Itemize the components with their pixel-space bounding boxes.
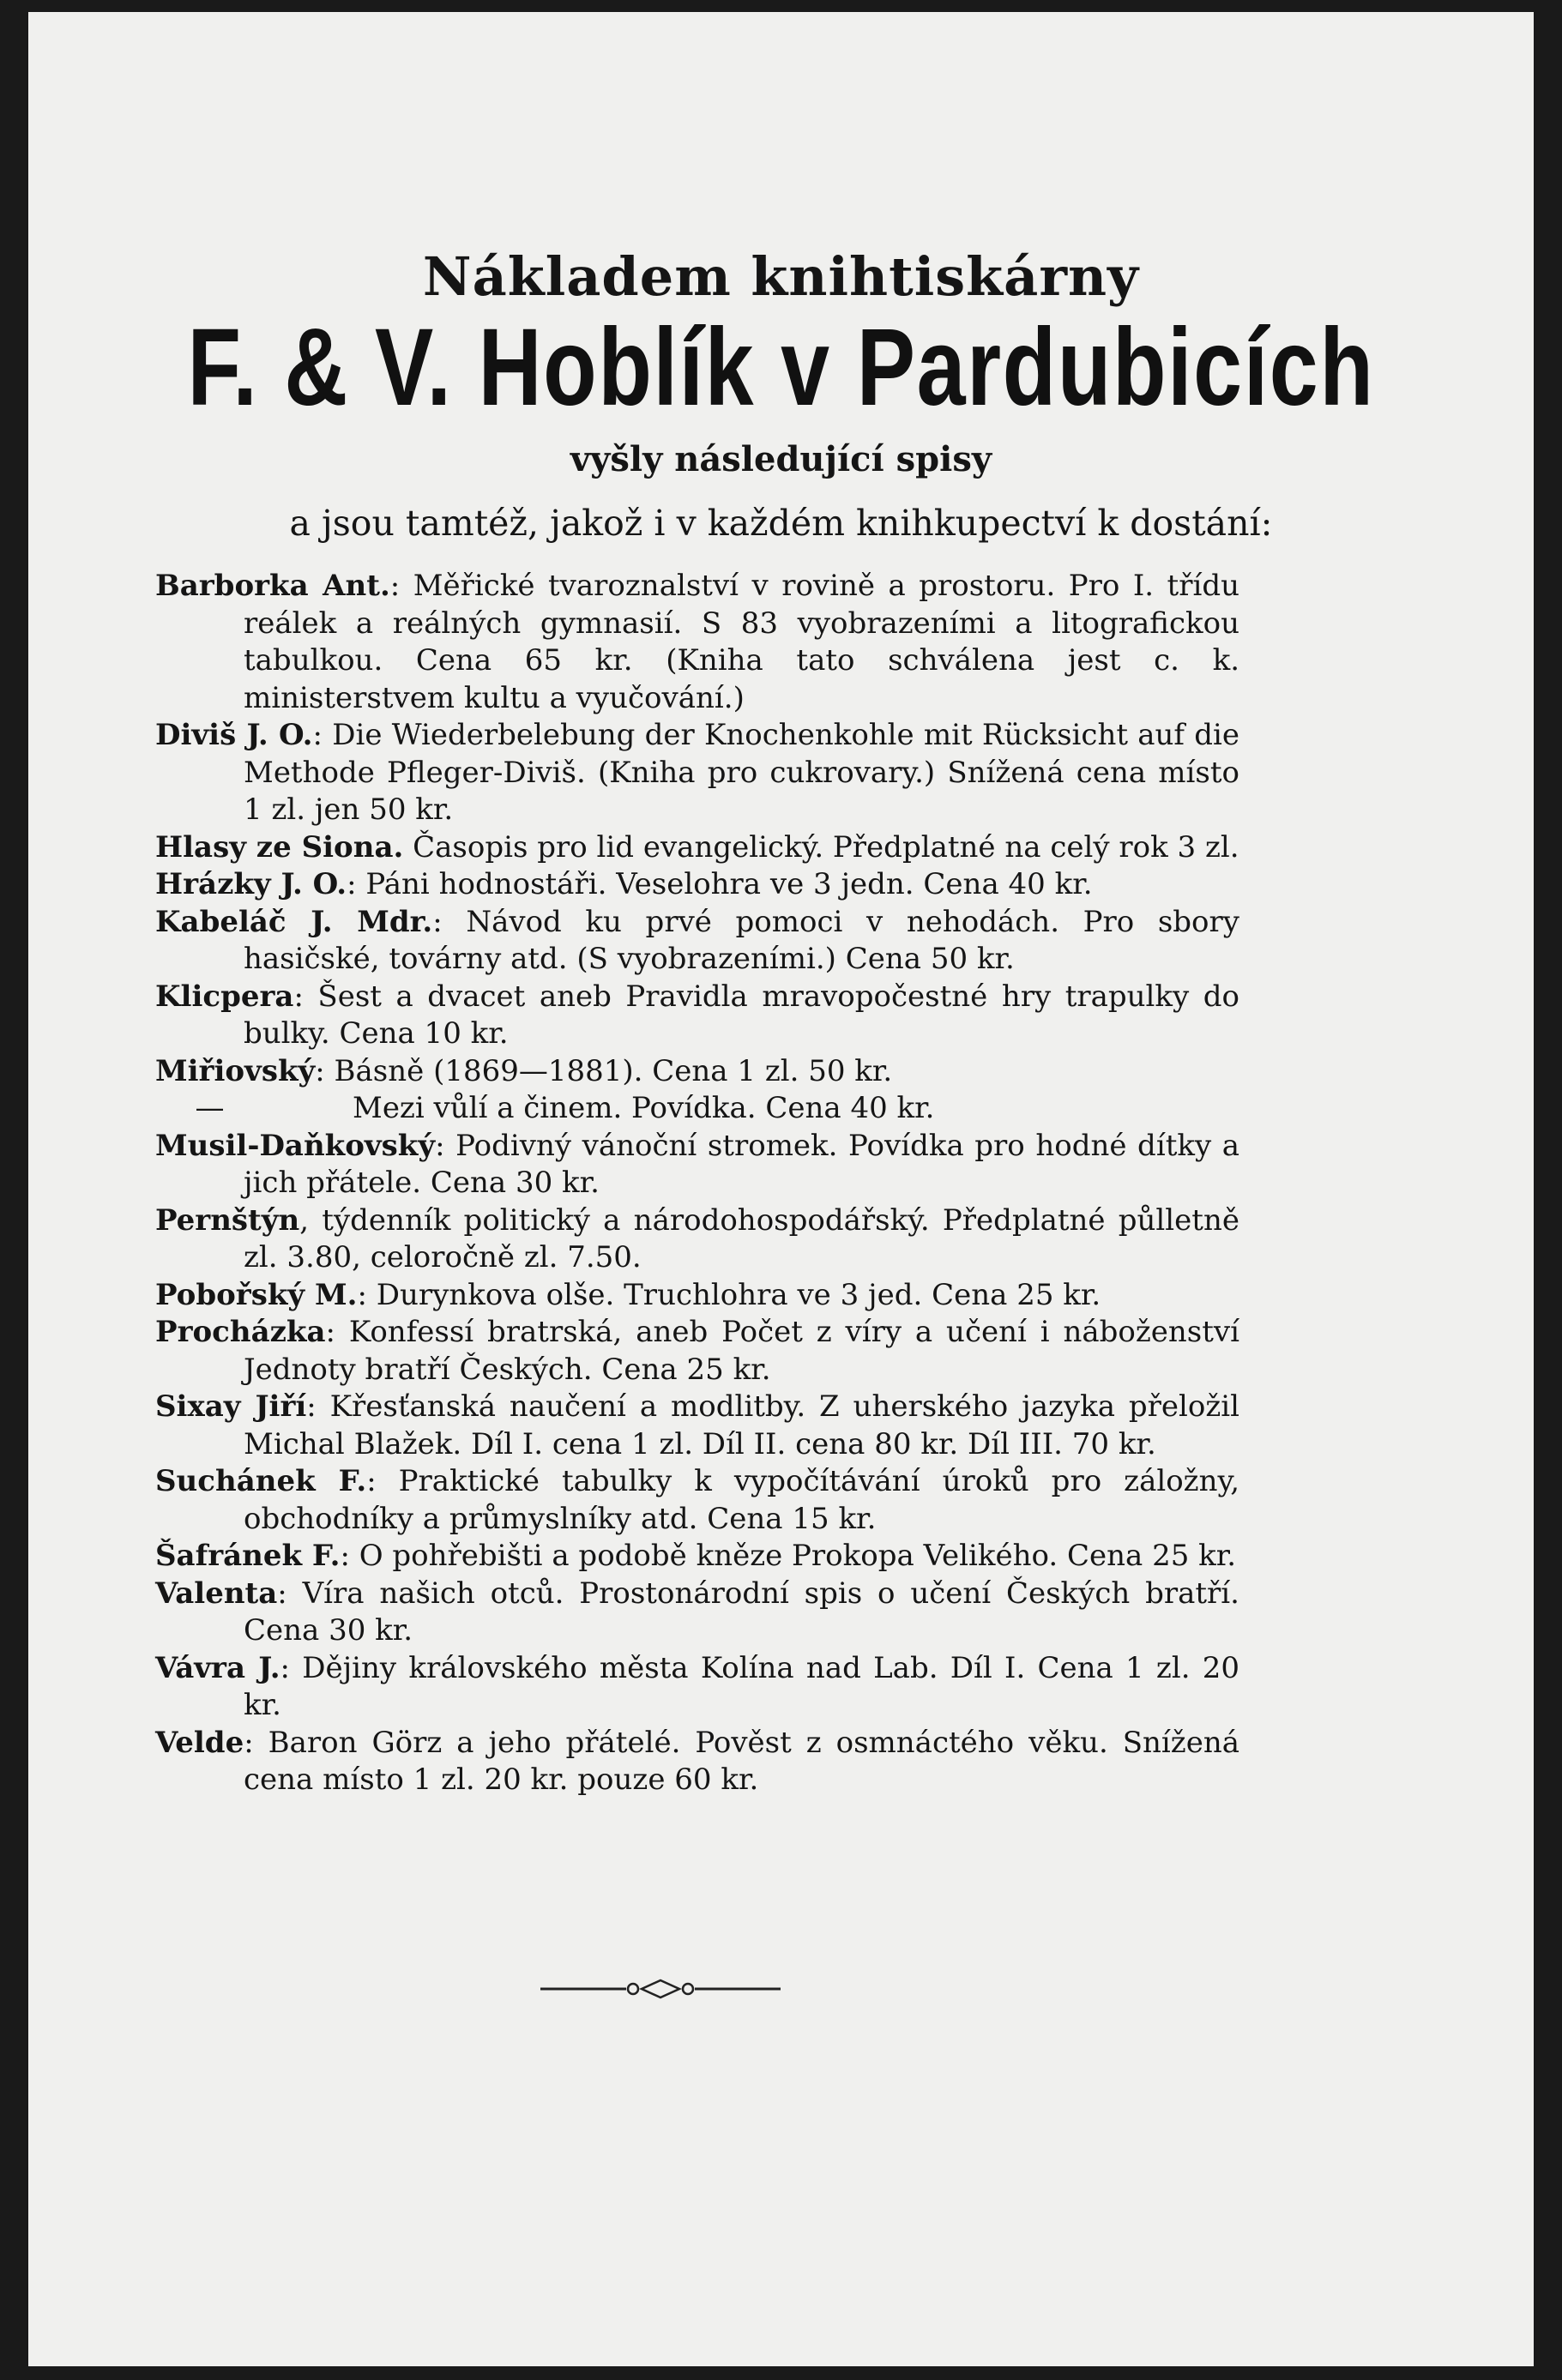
entry-text: : Šest a dvacet aneb Pravidla mravopočestné hry trapulky do bulky. Cena 10 kr. <box>244 979 1239 1051</box>
entry-text: : Durynkova olše. Truchlohra ve 3 jed. Cena 25 kr. <box>357 1277 1101 1312</box>
publisher-line: Nákladem knihtiskárny <box>422 245 1140 308</box>
book-entry <box>155 1202 1239 1277</box>
author-name: Vávra J. <box>155 1650 280 1685</box>
book-entry <box>155 1463 1239 1538</box>
book-entry <box>155 568 1239 717</box>
book-entry <box>155 1389 1239 1463</box>
author-name: Suchánek F. <box>155 1464 367 1498</box>
book-entry <box>155 1314 1239 1389</box>
entry-text: : Páni hodnostáři. Veselohra ve 3 jedn. Cena 40 kr. <box>347 867 1093 901</box>
entry-text: : Podivný vánoční stromek. Povídka pro hodné dítky a jich přátele. Cena 30 kr. <box>244 1128 1239 1200</box>
entry-text: Mezi vůlí a činem. Povídka. Cena 40 kr. <box>353 1091 935 1125</box>
book-entry <box>155 1128 1239 1202</box>
entry-text: : Dějiny královského města Kolína nad Lab. Díl I. Cena 1 zl. 20 kr. <box>244 1650 1240 1722</box>
author-name: Pobořský M. <box>155 1277 358 1312</box>
entry-text: : Víra našich otců. Prostonárodní spis o učení Českých bratří. Cena 30 kr. <box>244 1576 1239 1648</box>
repeat-author-dash: — <box>195 1091 225 1125</box>
book-entry <box>155 1053 1239 1091</box>
author-name: Pernštýn <box>155 1202 300 1238</box>
entry-text: : Křesťanská naučení a modlitby. Z uherského jazyka přeložil Michal Blažek. Díl I. cena 1 zl. Díl II. cena 80 kr. Díl III. 70 kr. <box>244 1389 1239 1461</box>
entry-text: : Baron Görz a jeho přátelé. Pověst z osmnáctého věku. Snížená cena místo 1 zl. 20 kr. pouze 60 kr. <box>244 1725 1239 1797</box>
book-entry <box>155 979 1239 1053</box>
entry-text: : Básně (1869—1881). Cena 1 zl. 50 kr. <box>315 1053 893 1088</box>
publisher-name: F. & V. Hoblík v Pardubicích <box>187 306 1375 429</box>
book-list <box>155 568 1239 1799</box>
entry-text: : Návod ku prvé pomoci v nehodách. Pro sbory hasičské, továrny atd. (S vyobrazeními.) Cena 50 kr. <box>244 904 1239 976</box>
author-name: Musil-Daňkovský <box>155 1128 436 1163</box>
availability-note: a jsou tamtéž, jakož i v každém knihkupectví k dostání: <box>289 503 1273 544</box>
book-entry <box>155 1538 1239 1576</box>
book-entry <box>155 866 1239 904</box>
author-name: Velde <box>155 1725 244 1760</box>
book-entry <box>155 1725 1239 1799</box>
entry-text: : Praktické tabulky k vypočítávání úroků pro záložny, obchodníky a průmyslníky atd. Cena 15 kr. <box>244 1464 1239 1536</box>
book-entry <box>155 904 1239 979</box>
author-name: Hlasy ze Siona. <box>155 829 404 865</box>
author-name: Barborka Ant. <box>155 569 390 603</box>
author-name: Klicpera <box>155 979 294 1014</box>
book-entry <box>155 1277 1239 1315</box>
author-name: Hrázky J. O. <box>155 867 347 901</box>
entry-text: : Konfessí bratrská, aneb Počet z víry a učení i náboženství Jednoty bratří Českých. Cena 25 kr. <box>244 1315 1239 1387</box>
author-name: Diviš J. O. <box>155 718 313 752</box>
author-name: Kabeláč J. Mdr. <box>155 904 433 939</box>
book-entry <box>155 1576 1239 1650</box>
author-name: Valenta <box>155 1576 278 1611</box>
book-entry <box>155 717 1239 829</box>
author-name: Miřiovský <box>155 1053 316 1088</box>
author-name: Sixay Jiří <box>155 1389 307 1424</box>
page <box>28 12 1534 2366</box>
subtitle: vyšly následující spisy <box>570 439 992 479</box>
book-entry <box>155 1090 1239 1128</box>
author-name: Šafránek F. <box>155 1539 341 1573</box>
ornament-divider-icon <box>540 1976 781 2002</box>
author-name: Procházka <box>155 1315 326 1349</box>
book-entry <box>155 1650 1239 1725</box>
book-entry <box>155 829 1239 867</box>
entry-text: : Die Wiederbelebung der Knochenkohle mit Rücksicht auf die Methode Pfleger-Diviš. (Kniha pro cukrovary.) Snížená cena místo 1 zl. jen 50 kr. <box>244 718 1239 827</box>
entry-text: , týdenník politický a národohospodářský. Předplatné půlletně zl. 3.80, celoročně zl. 7.50. <box>244 1202 1239 1274</box>
entry-text: : Měřické tvaroznalství v rovině a prostoru. Pro I. třídu reálek a reálných gymnasií. S 83 vyobrazeními a litografickou tabulkou. Cena 65 kr. (Kniha tato schválena jest c. k. ministerstvem kultu a vyučování.) <box>244 569 1239 715</box>
entry-text: : O pohřebišti a podobě kněze Prokopa Velikého. Cena 25 kr. <box>340 1539 1237 1573</box>
entry-text: Časopis pro lid evangelický. Předplatné na celý rok 3 zl. <box>403 829 1239 865</box>
